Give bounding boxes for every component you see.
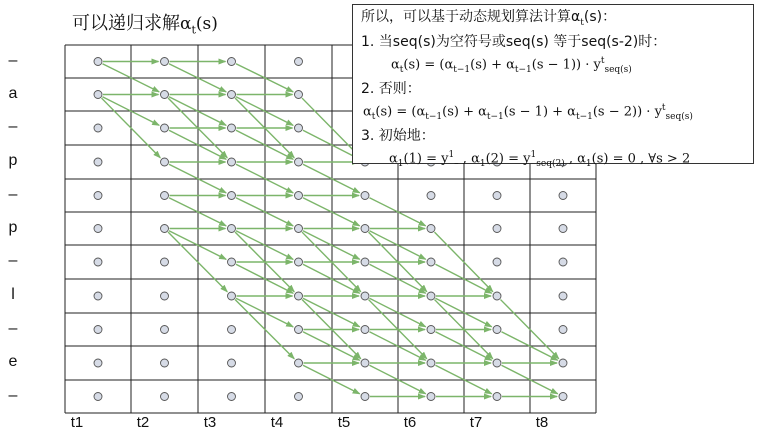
lattice-node: [493, 192, 501, 200]
lattice-node: [161, 393, 169, 401]
lattice-node: [361, 292, 369, 300]
lattice-node: [228, 292, 236, 300]
notes-eq3: $\alpha_1(1) = y^1_-$ , $\alpha_1(2) = y^1_{seq(2)}$ , $\alpha_1(s) = 0$ , ∀s > 2: [389, 149, 691, 169]
lattice-node: [295, 258, 303, 266]
lattice-node: [295, 124, 303, 132]
lattice-node: [161, 124, 169, 132]
lattice-node: [94, 158, 102, 166]
lattice-node: [228, 326, 236, 334]
row-label: –: [8, 386, 18, 404]
lattice-node: [427, 326, 435, 334]
column-label: t5: [337, 414, 351, 431]
lattice-node: [361, 326, 369, 334]
lattice-node: [559, 359, 567, 367]
lattice-node: [228, 192, 236, 200]
lattice-node: [493, 258, 501, 266]
column-label: t1: [70, 414, 84, 431]
column-label: t6: [403, 414, 417, 431]
column-label: t7: [469, 414, 483, 431]
lattice-node: [559, 258, 567, 266]
lattice-node: [94, 91, 102, 99]
lattice-node: [295, 158, 303, 166]
lattice-node: [161, 258, 169, 266]
lattice-node: [161, 192, 169, 200]
lattice-node: [228, 359, 236, 367]
slide-title: 可以递归求解$\alpha_t(s)$: [72, 13, 218, 37]
lattice-node: [427, 225, 435, 233]
column-label: t2: [136, 414, 150, 431]
lattice-node: [94, 359, 102, 367]
lattice-node: [361, 225, 369, 233]
notes-case3: 3. 初始地：: [361, 127, 435, 144]
lattice-node: [94, 124, 102, 132]
lattice-node: [493, 326, 501, 334]
lattice-node: [228, 225, 236, 233]
lattice-node: [228, 124, 236, 132]
lattice-node: [161, 326, 169, 334]
lattice-node: [228, 258, 236, 266]
row-label: –: [8, 51, 18, 69]
row-label: –: [8, 118, 18, 135]
row-label: –: [8, 319, 18, 337]
row-label: l: [11, 286, 15, 303]
lattice-node: [94, 225, 102, 233]
lattice-node: [161, 158, 169, 166]
formula-box: [352, 4, 754, 169]
lattice-node: [493, 292, 501, 300]
lattice-node: [295, 58, 303, 66]
lattice-node: [361, 393, 369, 401]
lattice-node: [427, 292, 435, 300]
row-label: a: [8, 84, 18, 102]
lattice-node: [94, 192, 102, 200]
lattice-node: [295, 225, 303, 233]
lattice-node: [161, 91, 169, 99]
lattice-node: [427, 393, 435, 401]
lattice-node: [161, 225, 169, 233]
row-label: –: [8, 252, 18, 269]
column-label: t3: [203, 414, 217, 431]
lattice-node: [295, 326, 303, 334]
lattice-node: [94, 258, 102, 266]
lattice-node: [493, 225, 501, 233]
lattice-node: [295, 192, 303, 200]
lattice-node: [295, 359, 303, 367]
lattice-node: [427, 192, 435, 200]
notes-eq1: $\alpha_t(s) = (\alpha_{t-1}(s) + \alpha_{t-1}(s - 1)) \cdot y^t_{seq(s)}$: [391, 55, 632, 75]
lattice-node: [427, 258, 435, 266]
row-label: e: [8, 353, 18, 370]
notes-eq2: $\alpha_t(s) = (\alpha_{t-1}(s) + \alpha_{t-1}(s - 1) + \alpha_{t-1}(s - 2)) \cdot y^t_{seq(s)}$: [363, 102, 693, 122]
lattice-node: [94, 292, 102, 300]
row-label: –: [8, 185, 18, 203]
column-label: t8: [535, 414, 549, 431]
row-label: p: [8, 152, 18, 169]
lattice-node: [361, 258, 369, 266]
notes-case2: 2. 否则：: [361, 80, 421, 97]
lattice-node: [493, 359, 501, 367]
lattice-node: [94, 393, 102, 401]
lattice-node: [559, 192, 567, 200]
lattice-node: [94, 326, 102, 334]
lattice-node: [559, 225, 567, 233]
row-label: p: [8, 218, 18, 236]
lattice-node: [228, 393, 236, 401]
lattice-node: [295, 393, 303, 401]
notes-case1: 1. 当seq(s)为空符号或seq(s) 等于seq(s-2)时：: [361, 33, 667, 50]
lattice-node: [161, 359, 169, 367]
lattice-node: [559, 292, 567, 300]
lattice-node: [361, 192, 369, 200]
lattice-node: [493, 393, 501, 401]
lattice-node: [361, 359, 369, 367]
lattice-node: [94, 58, 102, 66]
column-label: t4: [270, 414, 284, 431]
lattice-node: [228, 158, 236, 166]
notes-intro: 所以，可以基于动态规划算法计算$\alpha_t(s)$：: [361, 9, 617, 28]
lattice-node: [295, 292, 303, 300]
lattice-node: [559, 393, 567, 401]
lattice-node: [228, 58, 236, 66]
lattice-node: [559, 326, 567, 334]
lattice-node: [161, 58, 169, 66]
lattice-node: [161, 292, 169, 300]
lattice-node: [427, 359, 435, 367]
lattice-node: [228, 91, 236, 99]
lattice-node: [295, 91, 303, 99]
